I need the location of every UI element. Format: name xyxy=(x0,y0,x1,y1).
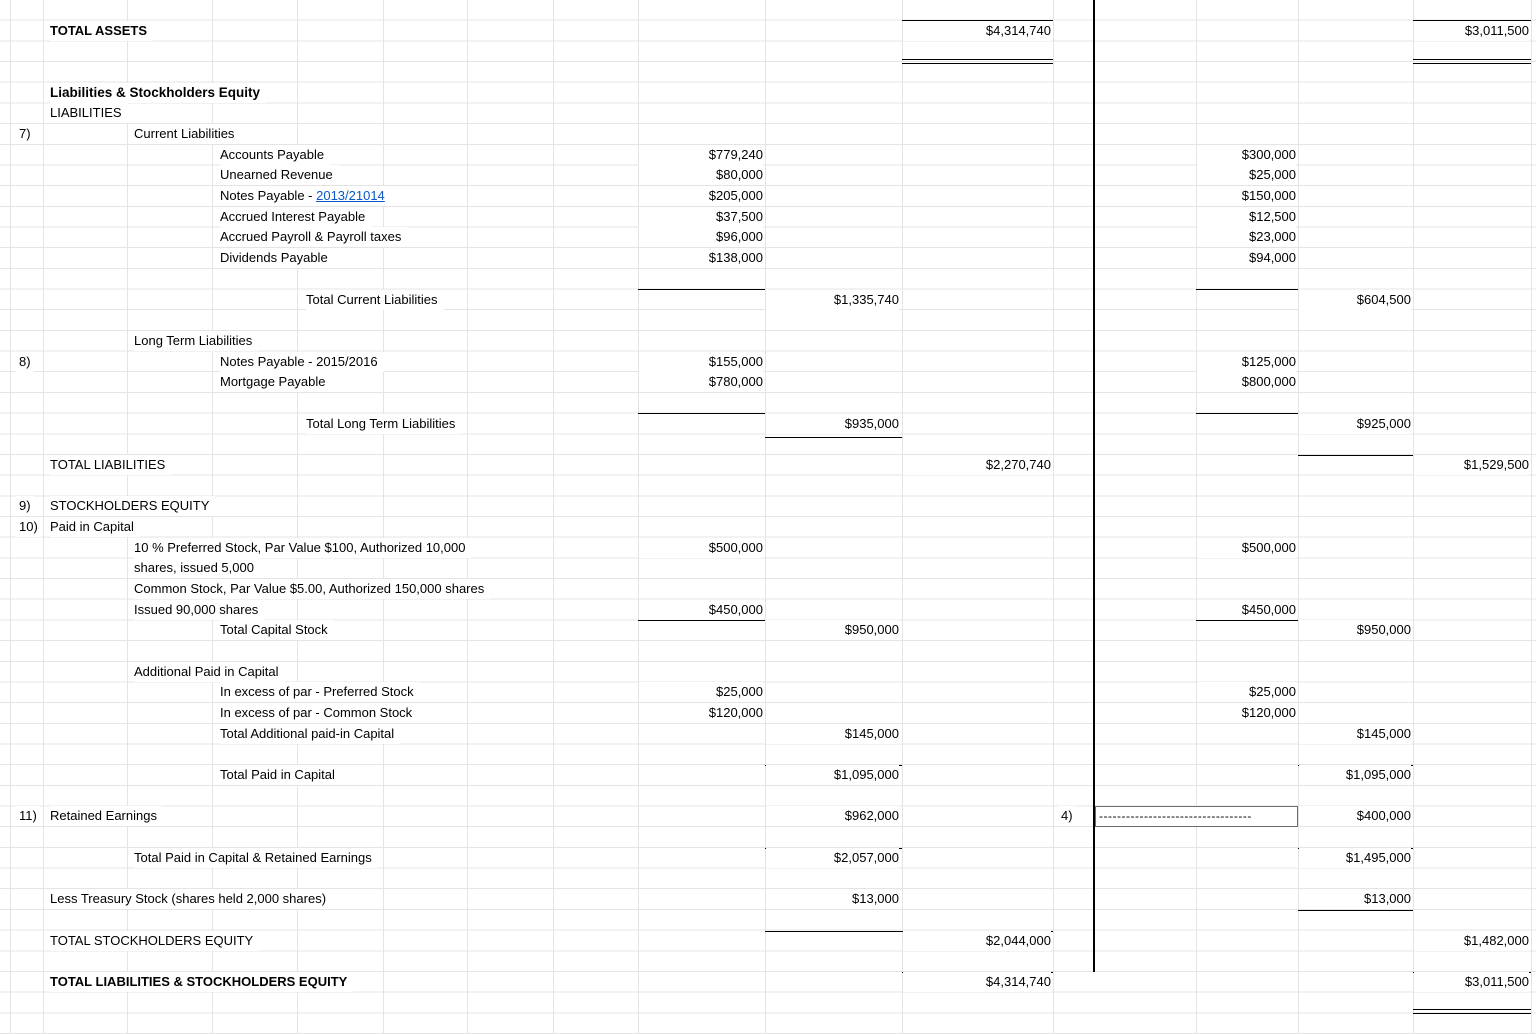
row-notes-payable-2015 xyxy=(0,352,1536,373)
row-total-pic-re xyxy=(0,848,1536,869)
notes-payable-link[interactable]: 2013/21014 xyxy=(316,188,385,203)
row-additional-pic-header xyxy=(0,662,1536,683)
amount-prior: $800,000 xyxy=(1197,372,1296,392)
row-paid-in-capital-header xyxy=(0,517,1536,538)
row-notes-payable-2013 xyxy=(0,186,1536,207)
row-total-stockholders-equity xyxy=(0,931,1536,952)
amount-current: $138,000 xyxy=(639,248,763,268)
double-rule xyxy=(1413,63,1531,64)
amount-prior: $13,000 xyxy=(1299,889,1411,909)
amount-current: $779,240 xyxy=(639,145,763,165)
amount-current: $120,000 xyxy=(639,703,763,723)
row-total-paid-in-capital xyxy=(0,765,1536,786)
row-label: Total Long Term Liabilities xyxy=(306,414,461,434)
row-total-capital-stock xyxy=(0,620,1536,641)
row-total-assets xyxy=(0,21,1536,42)
row-label: Accounts Payable xyxy=(220,145,330,165)
amount-current: $145,000 xyxy=(766,724,899,744)
row-label: TOTAL ASSETS xyxy=(50,21,153,41)
amount-prior: $1,095,000 xyxy=(1299,765,1411,785)
section-title: Liabilities & Stockholders Equity xyxy=(50,83,266,103)
row-unearned-revenue xyxy=(0,165,1536,186)
row-label: Mortgage Payable xyxy=(220,372,332,392)
amount-prior: $925,000 xyxy=(1299,414,1411,434)
row-preferred-stock-cont xyxy=(0,558,1536,579)
row-label: TOTAL LIABILITIES & STOCKHOLDERS EQUITY xyxy=(50,972,353,992)
row-retained-earnings xyxy=(0,806,1536,827)
amount-prior: $145,000 xyxy=(1299,724,1411,744)
row-label: Total Additional paid-in Capital xyxy=(220,724,400,744)
amount-current: $450,000 xyxy=(639,600,763,620)
row-accrued-interest xyxy=(0,207,1536,228)
row-label: Total Current Liabilities xyxy=(306,290,444,310)
amount-current: $950,000 xyxy=(766,620,899,640)
row-common-stock-cont xyxy=(0,600,1536,621)
double-rule xyxy=(1413,1009,1531,1010)
amount-prior: $150,000 xyxy=(1197,186,1296,206)
note-number: 4) xyxy=(1058,806,1076,826)
row-long-term-liabilities xyxy=(0,331,1536,352)
row-mortgage-payable xyxy=(0,372,1536,393)
row-total-liab-se xyxy=(0,972,1536,993)
row-common-stock xyxy=(0,579,1536,600)
row-label: Issued 90,000 shares xyxy=(134,600,264,620)
amount-prior: $120,000 xyxy=(1197,703,1296,723)
amount-prior: $1,495,000 xyxy=(1299,848,1411,868)
amount-current: $37,500 xyxy=(639,207,763,227)
row-preferred-stock xyxy=(0,538,1536,559)
row-label: Accrued Payroll & Payroll taxes xyxy=(220,227,407,247)
row-label: Unearned Revenue xyxy=(220,165,339,185)
amount-prior: $1,529,500 xyxy=(1414,455,1529,475)
amount-current: $2,270,740 xyxy=(903,455,1051,475)
row-label: Less Treasury Stock (shares held 2,000 shares) xyxy=(50,889,332,909)
row-label: TOTAL LIABILITIES xyxy=(50,455,171,475)
amount-prior: $3,011,500 xyxy=(1414,972,1529,992)
row-label: Notes Payable - 2015/2016 xyxy=(220,352,384,372)
amount-current: $80,000 xyxy=(639,165,763,185)
amount-prior: $12,500 xyxy=(1197,207,1296,227)
double-rule xyxy=(1413,1013,1531,1014)
amount-current: $4,314,740 xyxy=(903,972,1051,992)
row-label: Total Paid in Capital & Retained Earnings xyxy=(134,848,378,868)
row-label: In excess of par - Common Stock xyxy=(220,703,418,723)
row-label: Additional Paid in Capital xyxy=(134,662,285,682)
amount-prior: $1,482,000 xyxy=(1414,931,1529,951)
amount-current: $155,000 xyxy=(639,352,763,372)
row-stockholders-equity-header xyxy=(0,496,1536,517)
row-label: Total Paid in Capital xyxy=(220,765,341,785)
row-label: Common Stock, Par Value $5.00, Authorized 150,000 shares xyxy=(134,579,490,599)
double-rule xyxy=(902,59,1053,60)
amount-prior: $500,000 xyxy=(1197,538,1296,558)
row-dividends-payable xyxy=(0,248,1536,269)
amount-current: $25,000 xyxy=(639,682,763,702)
amount-prior: $125,000 xyxy=(1197,352,1296,372)
row-label: Dividends Payable xyxy=(220,248,334,268)
row-label: Paid in Capital xyxy=(50,517,140,537)
amount-prior: $400,000 xyxy=(1299,806,1411,826)
row-number: 11) xyxy=(16,806,40,826)
amount-current: $935,000 xyxy=(766,414,899,434)
row-label: TOTAL STOCKHOLDERS EQUITY xyxy=(50,931,259,951)
subtotal-rule xyxy=(765,437,902,438)
double-rule xyxy=(1413,59,1531,60)
amount-prior: $300,000 xyxy=(1197,145,1296,165)
row-total-long-term-liabilities xyxy=(0,414,1536,435)
row-label xyxy=(220,186,391,206)
row-less-treasury-stock xyxy=(0,889,1536,910)
amount-current: $1,335,740 xyxy=(766,290,899,310)
row-label: Accrued Interest Payable xyxy=(220,207,371,227)
amount-current: $4,314,740 xyxy=(903,21,1051,41)
row-total-liabilities xyxy=(0,455,1536,476)
row-section-header xyxy=(0,83,1536,104)
row-current-liabilities xyxy=(0,124,1536,145)
row-label-text: Notes Payable - xyxy=(220,188,317,203)
amount-current: $205,000 xyxy=(639,186,763,206)
row-number: 7) xyxy=(16,124,34,144)
row-label: Long Term Liabilities xyxy=(134,331,258,351)
amount-current: $13,000 xyxy=(766,889,899,909)
row-label: shares, issued 5,000 xyxy=(134,558,260,578)
amount-current: $962,000 xyxy=(766,806,899,826)
row-accrued-payroll xyxy=(0,227,1536,248)
amount-current: $1,095,000 xyxy=(766,765,899,785)
amount-prior: $25,000 xyxy=(1197,165,1296,185)
amount-current: $500,000 xyxy=(639,538,763,558)
row-number: 8) xyxy=(16,352,34,372)
subtotal-rule xyxy=(1298,910,1413,911)
amount-prior: $23,000 xyxy=(1197,227,1296,247)
amount-current: $780,000 xyxy=(639,372,763,392)
row-total-additional-pic xyxy=(0,724,1536,745)
row-label: 10 % Preferred Stock, Par Value $100, Authorized 10,000 xyxy=(134,538,471,558)
row-liabilities-header xyxy=(0,103,1536,124)
row-excess-common xyxy=(0,703,1536,724)
row-excess-preferred xyxy=(0,682,1536,703)
row-label: In excess of par - Preferred Stock xyxy=(220,682,420,702)
double-rule xyxy=(902,63,1053,64)
amount-prior: $950,000 xyxy=(1299,620,1411,640)
dashed-note-cell: ---------------------------------- xyxy=(1095,806,1298,827)
row-number: 10) xyxy=(16,517,41,537)
row-label: Total Capital Stock xyxy=(220,620,334,640)
row-number: 9) xyxy=(16,496,34,516)
amount-prior: $3,011,500 xyxy=(1414,21,1529,41)
row-label: Current Liabilities xyxy=(134,124,240,144)
row-label: Retained Earnings xyxy=(50,806,163,826)
amount-prior: $604,500 xyxy=(1299,290,1411,310)
amount-prior: $25,000 xyxy=(1197,682,1296,702)
row-total-current-liabilities xyxy=(0,290,1536,311)
row-accounts-payable xyxy=(0,145,1536,166)
row-label: LIABILITIES xyxy=(50,103,128,123)
amount-current: $2,044,000 xyxy=(903,931,1051,951)
amount-current: $96,000 xyxy=(639,227,763,247)
row-label: STOCKHOLDERS EQUITY xyxy=(50,496,215,516)
amount-current: $2,057,000 xyxy=(766,848,899,868)
amount-prior: $450,000 xyxy=(1197,600,1296,620)
amount-prior: $94,000 xyxy=(1197,248,1296,268)
